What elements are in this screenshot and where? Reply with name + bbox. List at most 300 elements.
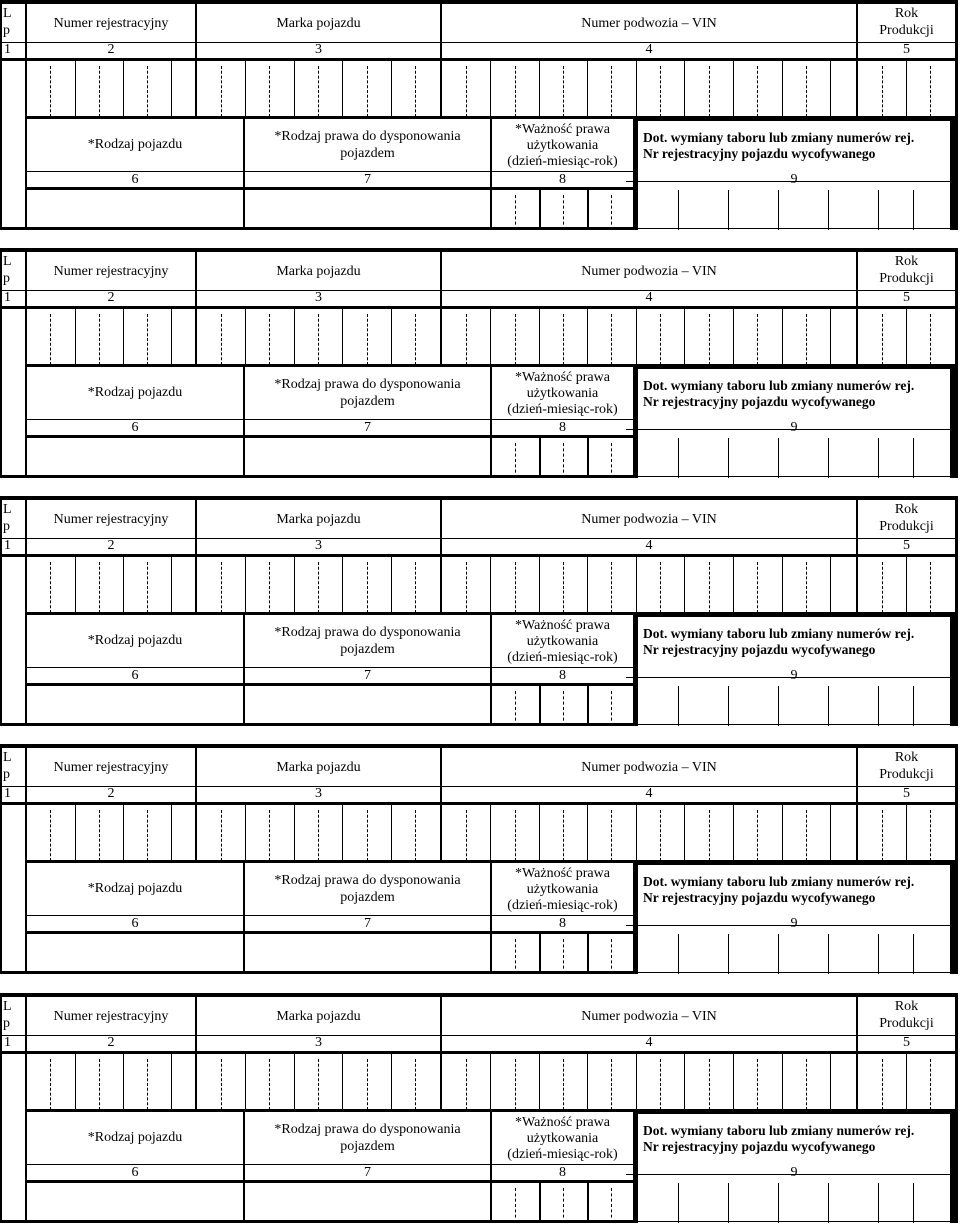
char-cell-divider	[269, 314, 270, 365]
char-cell-divider	[123, 1053, 124, 1110]
replacement-note-2: Nr rejestracyjny pojazdu wycofywanego	[643, 146, 876, 161]
char-cell-divider	[221, 66, 222, 117]
rule-h-thick	[637, 364, 958, 369]
char-cell-divider	[123, 556, 124, 613]
char-cell-divider	[123, 804, 124, 861]
char-cell-divider	[367, 66, 368, 117]
char-cell-divider	[50, 810, 51, 861]
validity-label-3: (dzień-miesiąc-rok)	[507, 1147, 618, 1162]
col-number-5: 5	[903, 786, 910, 801]
char-cell-divider	[563, 314, 564, 365]
plate-cell-divider	[678, 438, 679, 478]
char-cell-divider	[269, 562, 270, 613]
char-cell-divider	[636, 1053, 637, 1110]
col-number-6: 6	[131, 916, 139, 931]
plate-cell-divider	[913, 1183, 914, 1223]
char-cell-divider	[806, 314, 807, 365]
rule-h-thick	[637, 1109, 958, 1114]
plate-cell-divider	[828, 1183, 829, 1223]
char-cell-divider	[147, 66, 148, 117]
col-number-9: 9	[790, 916, 798, 931]
validity-label-2: użytkowania	[526, 138, 599, 153]
char-cell-divider	[563, 562, 564, 613]
char-cell-divider	[391, 1053, 392, 1110]
production-year-label-2: Produkcji	[879, 519, 934, 534]
withdrawn-registration-cells	[0, 430, 958, 478]
char-cell-divider	[318, 810, 319, 861]
disposal-right-label-1: *Rodzaj prawa do dysponowania	[274, 1122, 461, 1137]
validity-label-1: *Ważność prawa	[515, 866, 610, 881]
char-cell-divider	[221, 314, 222, 365]
char-cell-divider	[367, 562, 368, 613]
char-cell-divider	[171, 556, 172, 613]
vehicle-type-label: *Rodzaj pojazdu	[87, 137, 183, 152]
vehicle-make-label: Marka pojazdu	[276, 760, 361, 775]
char-cell-divider	[245, 1053, 246, 1110]
char-cell-divider	[830, 308, 831, 365]
char-cell-divider	[367, 314, 368, 365]
plate-cell-divider	[913, 934, 914, 974]
char-cell-divider	[782, 60, 783, 117]
char-cell-divider	[782, 804, 783, 861]
char-cell-divider	[806, 810, 807, 861]
validity-label-1: *Ważność prawa	[515, 370, 610, 385]
char-cell-divider	[147, 1059, 148, 1110]
char-cell-divider	[587, 1053, 588, 1110]
char-cell-divider	[611, 562, 612, 613]
production-year-label-1: Rok	[894, 502, 919, 517]
char-cell-dividers	[0, 804, 958, 861]
vehicle-make-label: Marka pojazdu	[276, 16, 361, 31]
disposal-right-label-1: *Rodzaj prawa do dysponowania	[274, 873, 461, 888]
char-cell-divider	[636, 804, 637, 861]
validity-label-2: użytkowania	[526, 1131, 599, 1146]
char-cell-divider	[906, 1053, 907, 1110]
vehicle-make-label: Marka pojazdu	[276, 1009, 361, 1024]
char-cell-divider	[466, 1059, 467, 1110]
char-cell-divider	[50, 66, 51, 117]
col-number-7: 7	[364, 172, 371, 187]
char-cell-divider	[50, 562, 51, 613]
char-cell-divider	[123, 60, 124, 117]
disposal-right-label-2: pojazdem	[340, 642, 395, 657]
disposal-right-label-1: *Rodzaj prawa do dysponowania	[274, 377, 461, 392]
char-cell-divider	[391, 804, 392, 861]
char-cell-divider	[539, 60, 540, 117]
char-cell-divider	[294, 556, 295, 613]
char-cell-divider	[709, 66, 710, 117]
char-cell-divider	[539, 308, 540, 365]
char-cell-divider	[490, 60, 491, 117]
vehicle-type-label: *Rodzaj pojazdu	[87, 1130, 183, 1145]
col-number-5: 5	[903, 290, 910, 305]
char-cell-divider	[171, 308, 172, 365]
char-cell-dividers	[0, 60, 958, 117]
char-cell-divider	[636, 556, 637, 613]
char-cell-divider	[171, 60, 172, 117]
char-cell-divider	[75, 308, 76, 365]
char-cell-divider	[782, 556, 783, 613]
col-number-2: 2	[107, 786, 115, 801]
col-number-5: 5	[903, 1035, 910, 1050]
plate-cell-divider	[878, 686, 879, 726]
char-cell-divider	[782, 1053, 783, 1110]
char-cell-divider	[245, 556, 246, 613]
char-cell-divider	[342, 60, 343, 117]
char-cell-divider	[245, 804, 246, 861]
frame-top	[0, 744, 958, 748]
char-cell-divider	[318, 66, 319, 117]
char-cell-divider	[221, 1059, 222, 1110]
char-cell-divider	[415, 66, 416, 117]
rule-h-thick	[637, 860, 958, 865]
char-cell-divider	[294, 1053, 295, 1110]
disposal-right-label-1: *Rodzaj prawa do dysponowania	[274, 625, 461, 640]
char-cell-divider	[882, 1059, 883, 1110]
char-cell-divider	[318, 1059, 319, 1110]
char-cell-divider	[415, 810, 416, 861]
char-cell-divider	[906, 308, 907, 365]
col-number-8: 8	[559, 668, 566, 683]
char-cell-divider	[539, 804, 540, 861]
char-cell-divider	[660, 562, 661, 613]
vehicle-make-label: Marka pojazdu	[276, 512, 361, 527]
char-cell-divider	[147, 314, 148, 365]
replacement-note-2: Nr rejestracyjny pojazdu wycofywanego	[643, 890, 876, 905]
plate-cell-divider	[778, 1183, 779, 1223]
lp-label-l: L	[3, 502, 12, 517]
col-number-3: 3	[315, 538, 322, 553]
withdrawn-registration-cells	[0, 678, 958, 726]
char-cell-divider	[660, 1059, 661, 1110]
char-cell-divider	[415, 314, 416, 365]
char-cell-divider	[221, 562, 222, 613]
lp-label-p: p	[3, 767, 10, 782]
char-cell-divider	[709, 562, 710, 613]
plate-cell-divider	[728, 190, 729, 230]
char-cell-divider	[245, 60, 246, 117]
lp-label-p: p	[3, 271, 10, 286]
char-cell-divider	[147, 562, 148, 613]
vin-label: Numer podwozia – VIN	[581, 16, 717, 31]
char-cell-divider	[709, 1059, 710, 1110]
withdrawn-registration-cells	[0, 926, 958, 974]
vehicle-entry-3	[0, 496, 960, 728]
vehicle-entry-4	[0, 744, 960, 976]
char-cell-divider	[415, 1059, 416, 1110]
disposal-right-label-2: pojazdem	[340, 1139, 395, 1154]
char-cell-dividers	[0, 1053, 958, 1110]
char-cell-divider	[684, 308, 685, 365]
char-cell-divider	[367, 1059, 368, 1110]
char-cell-divider	[563, 810, 564, 861]
char-cell-divider	[611, 1059, 612, 1110]
char-cell-divider	[75, 804, 76, 861]
char-cell-divider	[587, 308, 588, 365]
vin-label: Numer podwozia – VIN	[581, 264, 717, 279]
char-cell-divider	[930, 1059, 931, 1110]
char-cell-divider	[757, 562, 758, 613]
plate-cell-divider	[678, 190, 679, 230]
registration-number-label: Numer rejestracyjny	[53, 1009, 169, 1024]
char-cell-divider	[611, 314, 612, 365]
validity-label-3: (dzień-miesiąc-rok)	[507, 154, 618, 169]
replacement-note-2: Nr rejestracyjny pojazdu wycofywanego	[643, 642, 876, 657]
char-cell-divider	[563, 66, 564, 117]
char-cell-divider	[830, 60, 831, 117]
replacement-note-1: Dot. wymiany taboru lub zmiany numerów rej.	[643, 626, 915, 641]
col-number-7: 7	[364, 420, 371, 435]
replacement-note-1: Dot. wymiany taboru lub zmiany numerów rej.	[643, 378, 915, 393]
plate-cell-divider	[678, 934, 679, 974]
char-cell-divider	[466, 562, 467, 613]
production-year-label-2: Produkcji	[879, 23, 934, 38]
col-number-2: 2	[107, 42, 115, 57]
disposal-right-label-2: pojazdem	[340, 394, 395, 409]
validity-label-1: *Ważność prawa	[515, 122, 610, 137]
char-cell-divider	[391, 60, 392, 117]
lp-label-l: L	[3, 6, 12, 21]
lp-label-p: p	[3, 519, 10, 534]
col-number-7: 7	[364, 1165, 371, 1180]
char-cell-divider	[123, 308, 124, 365]
col-number-6: 6	[131, 668, 139, 683]
registration-number-label: Numer rejestracyjny	[53, 760, 169, 775]
frame-top	[0, 248, 958, 252]
vin-label: Numer podwozia – VIN	[581, 1009, 717, 1024]
char-cell-divider	[782, 308, 783, 365]
char-cell-divider	[830, 804, 831, 861]
char-cell-divider	[757, 314, 758, 365]
rule-h-thick	[637, 612, 958, 617]
col-number-9: 9	[790, 172, 798, 187]
col-number-3: 3	[315, 1035, 322, 1050]
col-number-6: 6	[131, 172, 139, 187]
char-cell-divider	[684, 804, 685, 861]
col-number-1: 1	[4, 290, 11, 305]
char-cell-divider	[269, 1059, 270, 1110]
vehicle-type-label: *Rodzaj pojazdu	[87, 633, 183, 648]
withdrawn-registration-cells	[0, 182, 958, 230]
char-cell-divider	[515, 66, 516, 117]
char-cell-divider	[757, 810, 758, 861]
char-cell-divider	[171, 1053, 172, 1110]
char-cell-divider	[709, 314, 710, 365]
char-cell-divider	[99, 1059, 100, 1110]
char-cell-divider	[539, 1053, 540, 1110]
col-number-3: 3	[315, 42, 322, 57]
vehicle-entry-5	[0, 993, 960, 1225]
char-cell-divider	[587, 556, 588, 613]
char-cell-divider	[466, 810, 467, 861]
char-cell-divider	[930, 810, 931, 861]
char-cell-divider	[466, 314, 467, 365]
plate-cell-divider	[828, 934, 829, 974]
col-number-1: 1	[4, 42, 11, 57]
char-cell-divider	[391, 308, 392, 365]
vin-label: Numer podwozia – VIN	[581, 512, 717, 527]
char-cell-divider	[906, 556, 907, 613]
col-number-8: 8	[559, 1165, 566, 1180]
char-cell-divider	[733, 1053, 734, 1110]
replacement-note-1: Dot. wymiany taboru lub zmiany numerów rej.	[643, 874, 915, 889]
char-cell-divider	[245, 308, 246, 365]
production-year-label-2: Produkcji	[879, 767, 934, 782]
char-cell-divider	[930, 314, 931, 365]
char-cell-divider	[806, 562, 807, 613]
validity-label-3: (dzień-miesiąc-rok)	[507, 402, 618, 417]
col-number-4: 4	[645, 786, 653, 801]
char-cell-divider	[906, 804, 907, 861]
char-cell-divider	[342, 804, 343, 861]
plate-cell-divider	[778, 190, 779, 230]
plate-cell-divider	[728, 934, 729, 974]
registration-number-label: Numer rejestracyjny	[53, 264, 169, 279]
validity-label-2: użytkowania	[526, 882, 599, 897]
char-cell-divider	[99, 66, 100, 117]
col-number-3: 3	[315, 290, 322, 305]
production-year-label-1: Rok	[894, 999, 919, 1014]
char-cell-divider	[684, 60, 685, 117]
plate-cell-divider	[678, 1183, 679, 1223]
char-cell-divider	[733, 60, 734, 117]
col-number-5: 5	[903, 42, 910, 57]
validity-label-2: użytkowania	[526, 386, 599, 401]
col-number-9: 9	[790, 1165, 798, 1180]
char-cell-divider	[367, 810, 368, 861]
col-number-4: 4	[645, 42, 653, 57]
lp-label-p: p	[3, 23, 10, 38]
validity-label-3: (dzień-miesiąc-rok)	[507, 650, 618, 665]
char-cell-divider	[391, 556, 392, 613]
col-number-2: 2	[107, 538, 115, 553]
char-cell-divider	[318, 314, 319, 365]
char-cell-divider	[99, 562, 100, 613]
char-cell-divider	[587, 804, 588, 861]
col-number-7: 7	[364, 916, 371, 931]
char-cell-divider	[294, 804, 295, 861]
plate-cell-divider	[828, 686, 829, 726]
char-cell-divider	[806, 66, 807, 117]
plate-cell-divider	[878, 1183, 879, 1223]
replacement-note-2: Nr rejestracyjny pojazdu wycofywanego	[643, 1139, 876, 1154]
char-cell-divider	[636, 308, 637, 365]
plate-cell-divider	[913, 190, 914, 230]
vehicle-entry-2	[0, 248, 960, 480]
lp-label-l: L	[3, 254, 12, 269]
char-cell-divider	[684, 1053, 685, 1110]
plate-cell-divider	[778, 934, 779, 974]
plate-cell-divider	[678, 686, 679, 726]
char-cell-divider	[490, 1053, 491, 1110]
plate-cell-divider	[728, 1183, 729, 1223]
validity-label-2: użytkowania	[526, 634, 599, 649]
col-number-1: 1	[4, 1035, 11, 1050]
char-cell-divider	[415, 562, 416, 613]
col-number-4: 4	[645, 538, 653, 553]
replacement-note-1: Dot. wymiany taboru lub zmiany numerów rej.	[643, 130, 915, 145]
char-cell-divider	[882, 66, 883, 117]
production-year-label-1: Rok	[894, 254, 919, 269]
vin-label: Numer podwozia – VIN	[581, 760, 717, 775]
char-cell-divider	[99, 810, 100, 861]
char-cell-divider	[342, 556, 343, 613]
lp-label-l: L	[3, 999, 12, 1014]
char-cell-divider	[757, 66, 758, 117]
char-cell-divider	[294, 60, 295, 117]
char-cell-divider	[757, 1059, 758, 1110]
production-year-label-2: Produkcji	[879, 1016, 934, 1031]
char-cell-divider	[930, 562, 931, 613]
disposal-right-label-1: *Rodzaj prawa do dysponowania	[274, 129, 461, 144]
char-cell-divider	[342, 308, 343, 365]
plate-cell-divider	[828, 190, 829, 230]
col-number-8: 8	[559, 916, 566, 931]
char-cell-divider	[684, 556, 685, 613]
plate-cell-divider	[728, 438, 729, 478]
plate-cell-divider	[878, 934, 879, 974]
char-cell-divider	[733, 308, 734, 365]
plate-cell-divider	[778, 686, 779, 726]
col-number-6: 6	[131, 1165, 139, 1180]
col-number-4: 4	[645, 290, 653, 305]
char-cell-divider	[490, 804, 491, 861]
vehicle-entry-1	[0, 0, 960, 232]
validity-label-1: *Ważność prawa	[515, 618, 610, 633]
plate-cell-divider	[913, 438, 914, 478]
char-cell-divider	[99, 314, 100, 365]
plate-cell-divider	[878, 190, 879, 230]
plate-cell-divider	[913, 686, 914, 726]
col-number-7: 7	[364, 668, 371, 683]
char-cell-divider	[515, 314, 516, 365]
char-cell-dividers	[0, 308, 958, 365]
plate-cell-divider	[878, 438, 879, 478]
production-year-label-1: Rok	[894, 6, 919, 21]
char-cell-divider	[709, 810, 710, 861]
plate-cell-divider	[828, 438, 829, 478]
col-number-5: 5	[903, 538, 910, 553]
vehicle-make-label: Marka pojazdu	[276, 264, 361, 279]
char-cell-dividers	[0, 556, 958, 613]
char-cell-divider	[318, 562, 319, 613]
plate-cell-divider	[728, 686, 729, 726]
frame-top	[0, 496, 958, 500]
registration-number-label: Numer rejestracyjny	[53, 16, 169, 31]
plate-cell-divider	[778, 438, 779, 478]
col-number-9: 9	[790, 420, 798, 435]
char-cell-divider	[466, 66, 467, 117]
char-cell-divider	[75, 1053, 76, 1110]
replacement-note-1: Dot. wymiany taboru lub zmiany numerów rej.	[643, 1123, 915, 1138]
frame-top	[0, 0, 958, 4]
char-cell-divider	[221, 810, 222, 861]
char-cell-divider	[75, 556, 76, 613]
char-cell-divider	[342, 1053, 343, 1110]
char-cell-divider	[733, 804, 734, 861]
char-cell-divider	[806, 1059, 807, 1110]
vehicle-type-label: *Rodzaj pojazdu	[87, 385, 183, 400]
char-cell-divider	[147, 810, 148, 861]
char-cell-divider	[882, 314, 883, 365]
production-year-label-1: Rok	[894, 750, 919, 765]
char-cell-divider	[906, 60, 907, 117]
char-cell-divider	[269, 810, 270, 861]
char-cell-divider	[490, 556, 491, 613]
validity-label-3: (dzień-miesiąc-rok)	[507, 898, 618, 913]
char-cell-divider	[50, 1059, 51, 1110]
validity-label-1: *Ważność prawa	[515, 1115, 610, 1130]
